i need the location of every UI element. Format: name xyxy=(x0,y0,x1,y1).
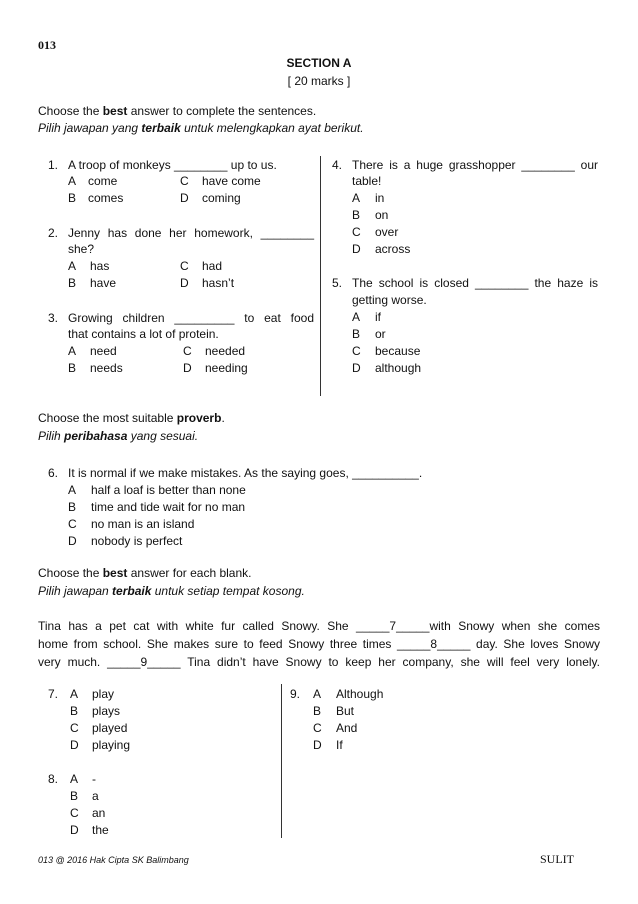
page-code: 013 xyxy=(38,38,56,52)
question-number: 2. xyxy=(48,226,59,240)
option-text: no man is an island xyxy=(91,517,195,531)
instruction-text: Pilih xyxy=(38,429,65,443)
option-letter: D xyxy=(180,191,189,205)
question-number: 6. xyxy=(48,466,59,480)
option-letter: C xyxy=(180,259,189,273)
instruction-text: answer for each blank. xyxy=(127,566,252,580)
option-letter: A xyxy=(352,191,361,205)
option-letter: C xyxy=(70,806,79,820)
question-5-line1: The school is closed ________ the haze is xyxy=(352,276,598,290)
option-text: nobody is perfect xyxy=(91,534,183,548)
option-text: coming xyxy=(202,191,241,205)
option-letter: A xyxy=(352,310,361,324)
option-text: comes xyxy=(88,191,124,205)
option-text: hasn’t xyxy=(202,276,235,290)
instruction-2-en xyxy=(38,411,225,425)
option-text: And xyxy=(336,721,358,735)
instruction-text: Choose the xyxy=(38,566,103,580)
instruction-1-en xyxy=(38,104,316,118)
question-number: 8. xyxy=(48,772,59,786)
option-text: or xyxy=(375,327,386,341)
option-text: needing xyxy=(205,361,248,375)
option-text: have xyxy=(90,276,117,290)
question-1-text: A troop of monkeys ________ up to us. xyxy=(68,158,277,172)
question-number: 4. xyxy=(332,158,343,172)
option-letter: B xyxy=(68,191,77,205)
option-letter: D xyxy=(70,823,79,837)
option-letter: B xyxy=(352,327,361,341)
option-letter: B xyxy=(70,789,79,803)
question-3-line1: Growing children _________ to eat food xyxy=(68,311,314,325)
option-text: need xyxy=(90,344,117,358)
option-text: needs xyxy=(90,361,123,375)
option-text: But xyxy=(336,704,355,718)
question-4-line1: There is a huge grasshopper ________ our xyxy=(352,158,598,172)
option-letter: C xyxy=(68,517,77,531)
option-text: the xyxy=(92,823,109,837)
question-2-line1: Jenny has done her homework, ________ xyxy=(68,226,314,240)
option-text: played xyxy=(92,721,128,735)
option-letter: C xyxy=(313,721,322,735)
option-text: if xyxy=(375,310,381,324)
option-text: had xyxy=(202,259,223,273)
option-text: If xyxy=(336,738,343,752)
question-3-line2: that contains a lot of protein. xyxy=(68,327,219,341)
option-letter: B xyxy=(68,500,77,514)
option-text: half a loaf is better than none xyxy=(91,483,246,497)
option-letter: A xyxy=(70,687,79,701)
question-number: 1. xyxy=(48,158,59,172)
question-4-line2: table! xyxy=(352,174,382,188)
option-text: play xyxy=(92,687,115,701)
instruction-text: . xyxy=(221,411,225,425)
option-letter: B xyxy=(313,704,322,718)
footer-sulit: SULIT xyxy=(540,852,574,866)
option-letter: D xyxy=(313,738,322,752)
passage-line-2: home from school. She makes sure to feed Snowy three times _____8_____ day. She loves Snowy xyxy=(38,637,600,651)
instruction-text: untuk melengkapkan ayat berikut. xyxy=(180,121,364,135)
instruction-text: untuk setiap tempat kosong. xyxy=(151,584,305,598)
instruction-text: Pilih jawapan yang xyxy=(38,121,142,135)
option-letter: A xyxy=(313,687,322,701)
instruction-bold: terbaik xyxy=(112,584,152,598)
section-title: SECTION A xyxy=(286,56,352,70)
option-text: has xyxy=(90,259,110,273)
question-number: 9. xyxy=(290,687,301,701)
question-6-text: It is normal if we make mistakes. As the saying goes, __________. xyxy=(68,466,423,480)
option-letter: D xyxy=(352,242,361,256)
option-letter: D xyxy=(180,276,189,290)
option-text: in xyxy=(375,191,385,205)
option-letter: A xyxy=(68,174,77,188)
footer-copyright: 013 @ 2016 Hak Cipta SK Balimbang xyxy=(38,855,189,865)
option-text: Although xyxy=(336,687,384,701)
option-letter: C xyxy=(70,721,79,735)
option-letter: D xyxy=(68,534,77,548)
instruction-bold: peribahasa xyxy=(64,429,128,443)
option-text: time and tide wait for no man xyxy=(91,500,246,514)
passage-line-1: Tina has a pet cat with white fur called Snowy. She _____7_____with Snowy when she comes xyxy=(38,619,600,633)
question-number: 5. xyxy=(332,276,343,290)
option-text: needed xyxy=(205,344,246,358)
option-text: across xyxy=(375,242,411,256)
option-letter: B xyxy=(70,704,79,718)
option-letter: B xyxy=(352,208,361,222)
instruction-bold: best xyxy=(102,566,128,580)
option-text: over xyxy=(375,225,399,239)
option-text: have come xyxy=(202,174,261,188)
section-marks: [ 20 marks ] xyxy=(287,74,351,88)
option-letter: A xyxy=(68,344,77,358)
instruction-3-ms xyxy=(38,584,305,598)
instruction-1-ms xyxy=(38,121,364,135)
option-letter: C xyxy=(183,344,192,358)
instruction-text: answer to complete the sentences. xyxy=(127,104,317,118)
option-text: - xyxy=(92,772,96,786)
option-text: although xyxy=(375,361,422,375)
question-2-line2: she? xyxy=(68,242,95,256)
option-letter: A xyxy=(68,483,77,497)
option-letter: B xyxy=(68,361,77,375)
option-letter: C xyxy=(180,174,189,188)
option-letter: C xyxy=(352,344,361,358)
question-number: 3. xyxy=(48,311,59,325)
option-text: because xyxy=(375,344,421,358)
instruction-text: yang sesuai. xyxy=(127,429,199,443)
option-letter: D xyxy=(70,738,79,752)
option-text: playing xyxy=(92,738,131,752)
passage-line-3: very much. _____9_____ Tina didn’t have Snowy to keep her company, she will feel very lonely. xyxy=(38,655,600,669)
instruction-text: Choose the xyxy=(38,104,103,118)
instruction-text: Choose the most suitable xyxy=(38,411,177,425)
instruction-bold: proverb xyxy=(176,411,222,425)
column-divider xyxy=(320,156,321,396)
option-letter: D xyxy=(183,361,192,375)
instruction-bold: terbaik xyxy=(141,121,181,135)
option-text: an xyxy=(92,806,106,820)
column-divider xyxy=(281,684,282,838)
option-letter: A xyxy=(68,259,77,273)
instruction-bold: best xyxy=(102,104,128,118)
option-letter: A xyxy=(70,772,79,786)
option-text: a xyxy=(92,789,99,803)
option-letter: B xyxy=(68,276,77,290)
option-letter: C xyxy=(352,225,361,239)
instruction-3-en xyxy=(38,566,251,580)
instruction-2-ms xyxy=(38,429,198,443)
instruction-text: Pilih jawapan xyxy=(38,584,113,598)
option-letter: D xyxy=(352,361,361,375)
question-number: 7. xyxy=(48,687,59,701)
question-5-line2: getting worse. xyxy=(352,293,427,307)
option-text: on xyxy=(375,208,389,222)
option-text: plays xyxy=(92,704,121,718)
option-text: come xyxy=(88,174,118,188)
